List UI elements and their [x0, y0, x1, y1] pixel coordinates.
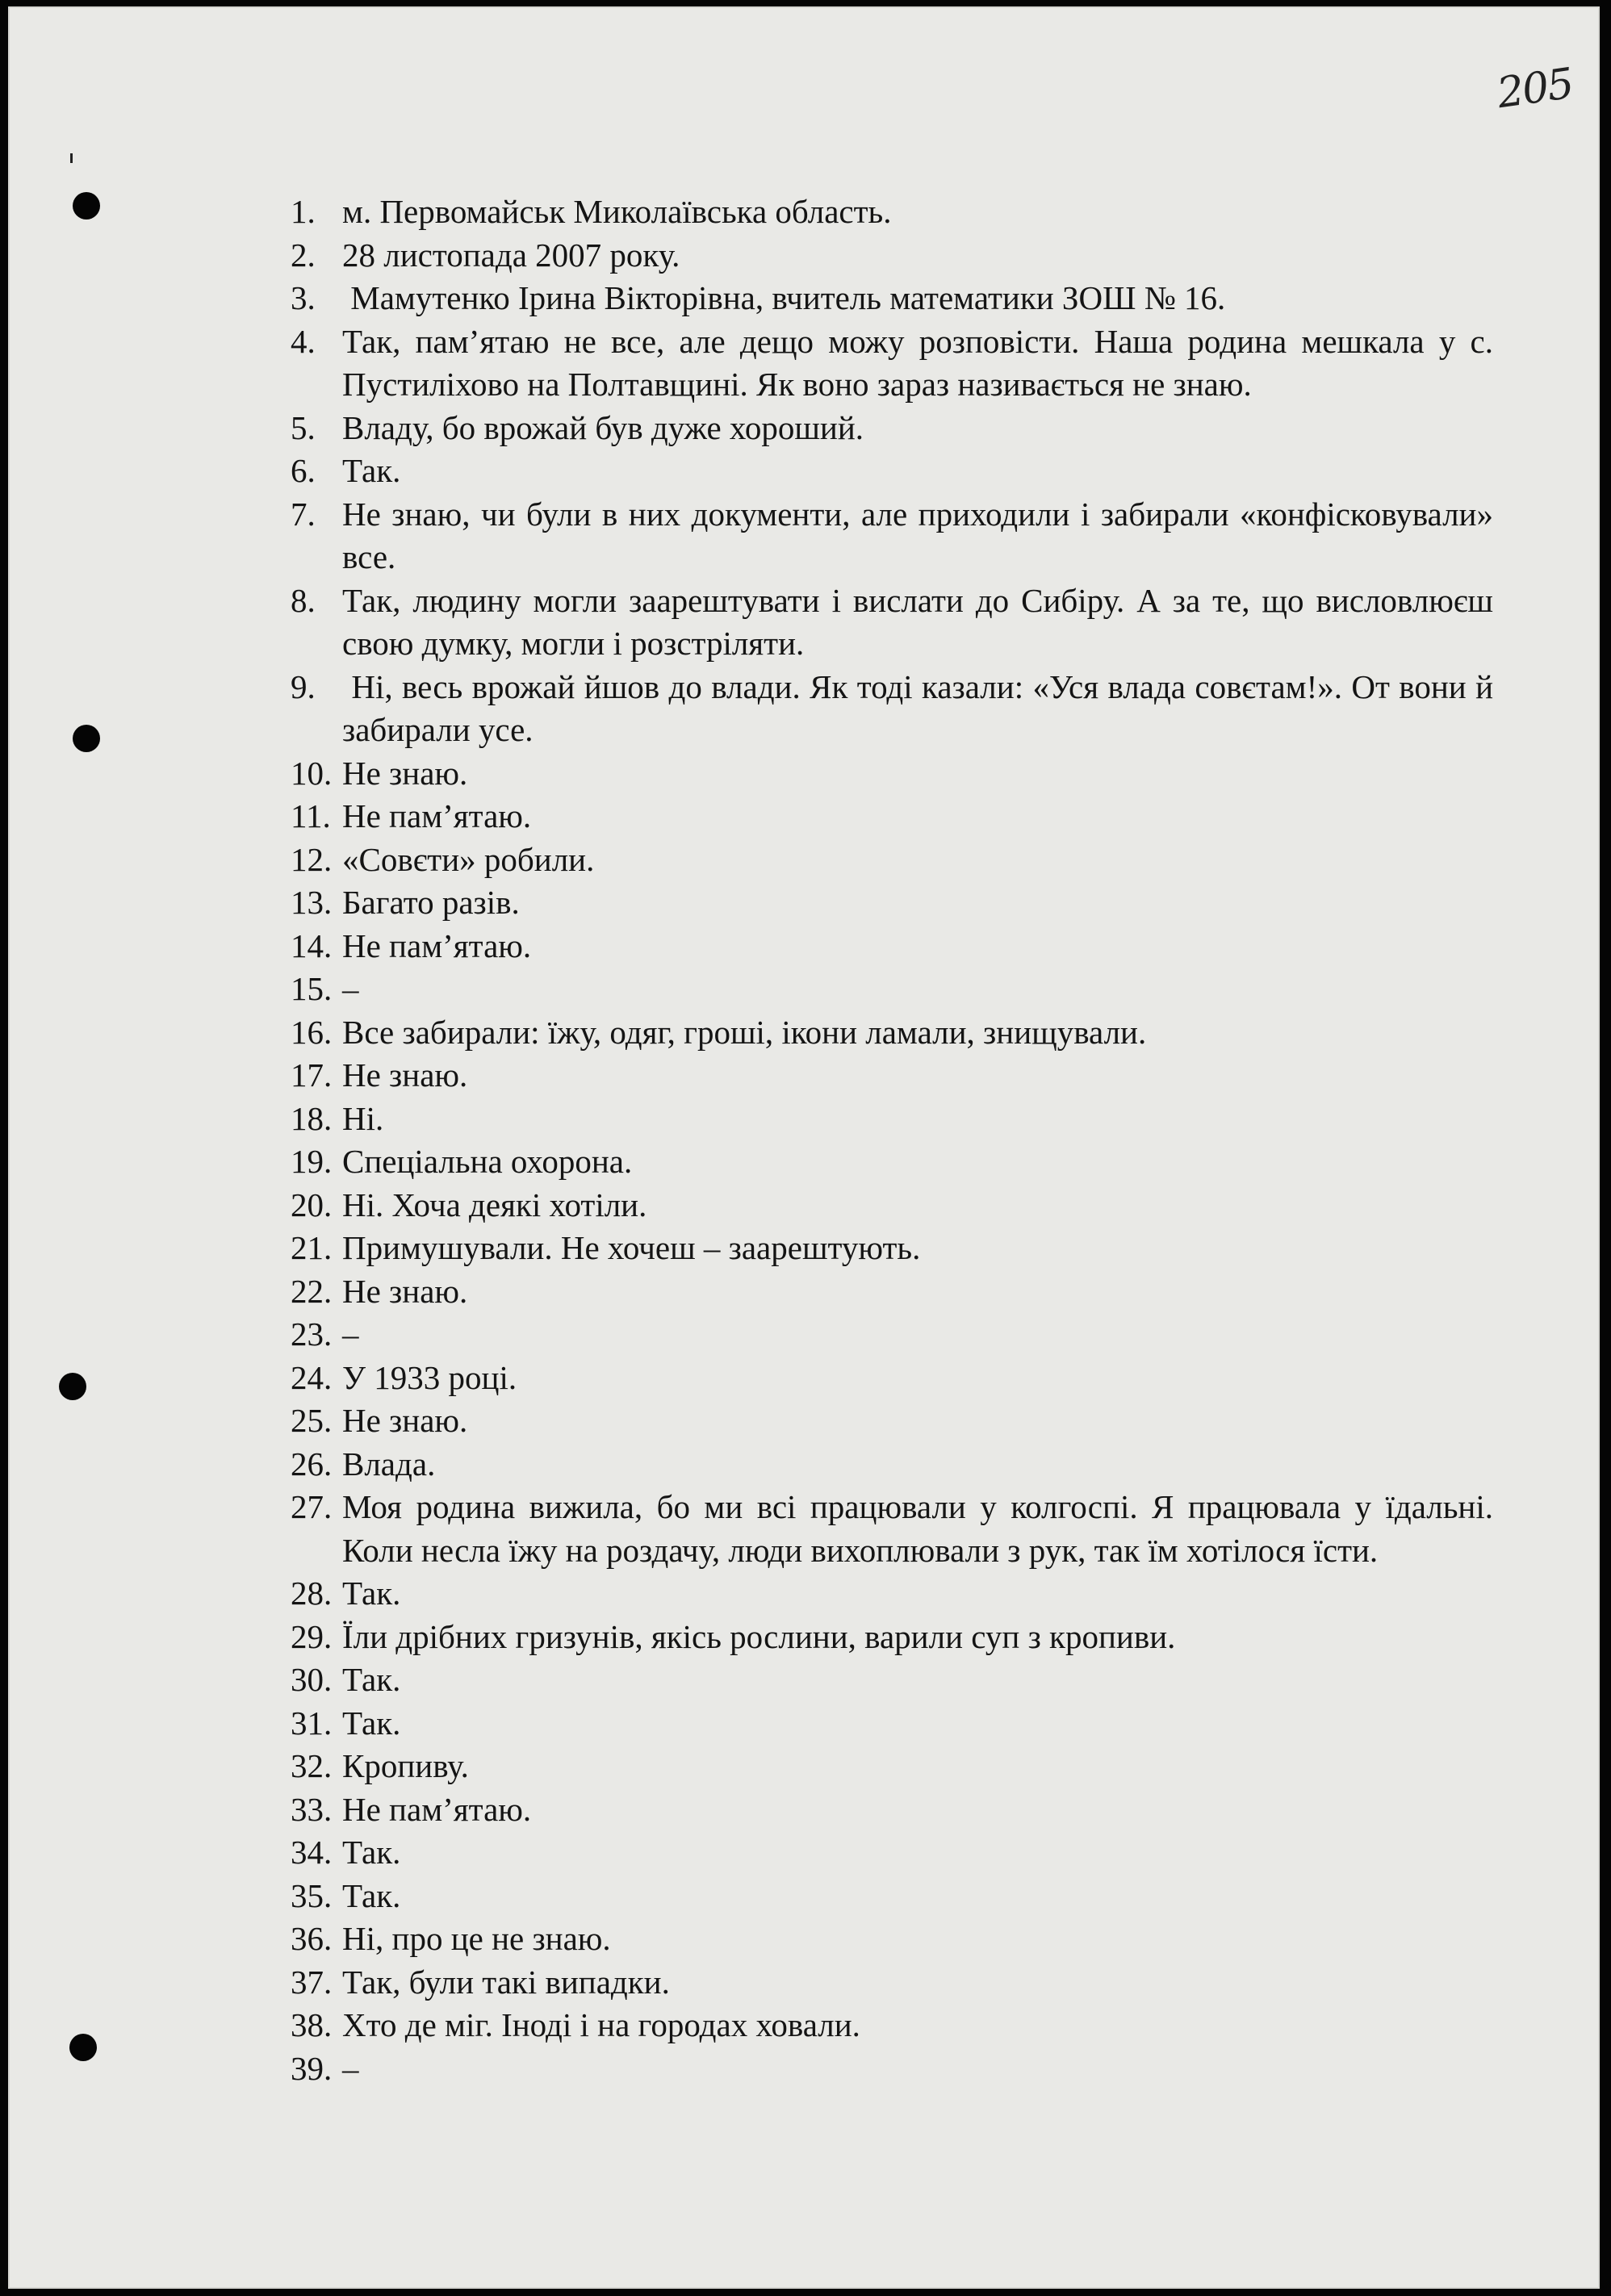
answer-number: 1. [291, 193, 316, 230]
answer-text: Так, були такі випадки. [342, 1963, 670, 2001]
answer-item [291, 1098, 1493, 1141]
answer-number: 11. [291, 797, 331, 834]
answer-number: 14. [291, 926, 333, 964]
answer-item [291, 277, 1493, 320]
answer-item [291, 752, 1493, 796]
answer-text: Мамутенко Ірина Вікторівна, вчитель математики ЗОШ № 16. [342, 279, 1226, 316]
answer-item [291, 1357, 1493, 1400]
answer-number: 22. [291, 1272, 333, 1310]
answer-item [291, 579, 1493, 666]
answer-item [291, 839, 1493, 882]
answer-number: 31. [291, 1704, 333, 1742]
answer-text: Не знаю. [342, 754, 468, 792]
answer-item [291, 925, 1493, 968]
answer-text: 28 листопада 2007 року. [342, 236, 680, 274]
answer-item [291, 1011, 1493, 1055]
answer-item [291, 1831, 1493, 1875]
answer-item [291, 1313, 1493, 1357]
ink-mark [70, 153, 73, 163]
answer-text: Не пам’ятаю. [342, 1790, 532, 1828]
answer-number: 17. [291, 1056, 333, 1094]
punch-hole [69, 2034, 97, 2061]
answer-number: 2. [291, 236, 316, 274]
answer-text: Не пам’ятаю. [342, 797, 532, 834]
answer-item [291, 1184, 1493, 1227]
answer-item [291, 1616, 1493, 1659]
answer-number: 35. [291, 1876, 333, 1914]
answer-text: Так. [342, 1834, 401, 1871]
answer-item [291, 1918, 1493, 1961]
answer-number: 8. [291, 581, 316, 619]
answer-text: – [342, 1315, 359, 1353]
answer-item [291, 2047, 1493, 2091]
answer-item [291, 1745, 1493, 1788]
answer-item [291, 1140, 1493, 1184]
answer-item [291, 1054, 1493, 1098]
answer-item [291, 1875, 1493, 1918]
answer-number: 38. [291, 2006, 333, 2043]
answer-number: 30. [291, 1661, 333, 1698]
answer-number: 10. [291, 754, 333, 792]
answer-text: – [342, 970, 359, 1007]
answer-text: Багато разів. [342, 884, 520, 921]
answer-list [291, 190, 1502, 2090]
answer-item [291, 2004, 1493, 2047]
answer-number: 19. [291, 1143, 333, 1180]
answer-text: Ні, про це не знаю. [342, 1920, 611, 1957]
answer-number: 39. [291, 2049, 333, 2087]
answer-number: 12. [291, 840, 333, 878]
answer-item [291, 968, 1493, 1011]
answer-item [291, 1227, 1493, 1270]
answer-number: 27. [291, 1488, 333, 1525]
answer-text: Спеціальна охорона. [342, 1143, 633, 1180]
answer-number: 34. [291, 1834, 333, 1871]
answer-item [291, 1270, 1493, 1314]
answer-text: Не знаю. [342, 1402, 468, 1439]
answer-text: Хто де міг. Іноді і на городах ховали. [342, 2006, 860, 2043]
answer-text: Примушували. Не хочеш – заарештують. [342, 1229, 921, 1266]
answer-number: 32. [291, 1747, 333, 1784]
answer-number: 20. [291, 1186, 333, 1223]
answer-text: Все забирали: їжу, одяг, гроші, ікони ламали, знищували. [342, 1013, 1147, 1051]
answer-item [291, 190, 1493, 234]
answer-text: Так. [342, 1704, 401, 1742]
answer-text: Ні. [342, 1099, 384, 1137]
answer-number: 4. [291, 322, 316, 360]
answer-item [291, 795, 1493, 839]
answer-number: 23. [291, 1315, 333, 1353]
answer-number: 15. [291, 970, 333, 1007]
answer-item [291, 1572, 1493, 1616]
answer-number: 36. [291, 1920, 333, 1957]
answer-number: 29. [291, 1617, 333, 1655]
answer-text: Так, пам’ятаю не все, але дещо можу розповісти. Наша родина мешкала у с. Пустиліхово на Полтавщині. Як воно зараз називається не знаю. [342, 322, 1493, 403]
answer-text: Так. [342, 1661, 401, 1698]
answer-item [291, 234, 1493, 278]
answer-text: Так, людину могли заарештувати і вислати до Сибіру. А за те, що висловлюєш свою думку, могли і розстріляти. [342, 581, 1493, 662]
answer-number: 28. [291, 1575, 333, 1612]
answer-text: Не знаю. [342, 1272, 468, 1310]
answer-number: 33. [291, 1790, 333, 1828]
document-page [8, 6, 1600, 2289]
answer-text: – [342, 2049, 359, 2087]
answer-text: Так. [342, 452, 401, 489]
answer-text: Моя родина вижила, бо ми всі працювали у колгоспі. Я працювала у їдальні. Коли несла їжу на роздачу, люди вихоплювали з рук, так їм хотілося їсти. [342, 1488, 1493, 1569]
punch-hole [73, 725, 100, 752]
punch-hole [73, 192, 100, 220]
answer-item [291, 881, 1493, 925]
answer-text: У 1933 році. [342, 1358, 517, 1396]
answer-text: Не пам’ятаю. [342, 926, 532, 964]
handwritten-page-number: 205 [1494, 59, 1575, 119]
answer-text: «Совєти» робили. [342, 840, 595, 878]
punch-hole [59, 1373, 86, 1400]
answer-text: Ні. Хоча деякі хотіли. [342, 1186, 647, 1223]
answer-number: 18. [291, 1099, 333, 1137]
answer-text: Не знаю, чи були в них документи, але приходили і забирали «конфісковували» все. [342, 495, 1493, 575]
answer-number: 3. [291, 279, 316, 316]
answer-number: 9. [291, 667, 316, 705]
answer-item [291, 320, 1493, 407]
answer-item [291, 1443, 1493, 1487]
answer-text: Так. [342, 1876, 401, 1914]
answer-item [291, 1399, 1493, 1443]
answer-item [291, 666, 1502, 752]
answer-text: Кропиву. [342, 1747, 469, 1784]
answer-number: 26. [291, 1445, 333, 1483]
answer-item [291, 493, 1493, 579]
answer-number: 16. [291, 1013, 333, 1051]
answer-text: Не знаю. [342, 1056, 468, 1094]
answer-item [291, 1486, 1493, 1572]
answer-number: 7. [291, 495, 316, 533]
answer-number: 5. [291, 408, 316, 446]
answer-text: Владу, бо врожай був дуже хороший. [342, 408, 864, 446]
answer-number: 24. [291, 1358, 333, 1396]
answer-item [291, 407, 1493, 450]
answer-text: м. Первомайськ Миколаївська область. [342, 193, 892, 230]
answer-item [291, 1702, 1493, 1746]
answer-text: Так. [342, 1575, 401, 1612]
answer-number: 21. [291, 1229, 333, 1266]
answer-text: Влада. [342, 1445, 436, 1483]
answer-number: 6. [291, 452, 316, 489]
answer-number: 13. [291, 884, 333, 921]
answer-text: Ні, весь врожай йшов до влади. Як тоді казали: «Уся влада совєтам!». От вони й забирали усе. [342, 667, 1502, 748]
answer-item [291, 1961, 1493, 2005]
answer-item [291, 450, 1493, 493]
answer-number: 37. [291, 1963, 333, 2001]
answer-item [291, 1658, 1493, 1702]
answer-item [291, 1788, 1493, 1832]
answer-text: Їли дрібних гризунів, якісь рослини, варили суп з кропиви. [342, 1617, 1176, 1655]
answer-number: 25. [291, 1402, 333, 1439]
